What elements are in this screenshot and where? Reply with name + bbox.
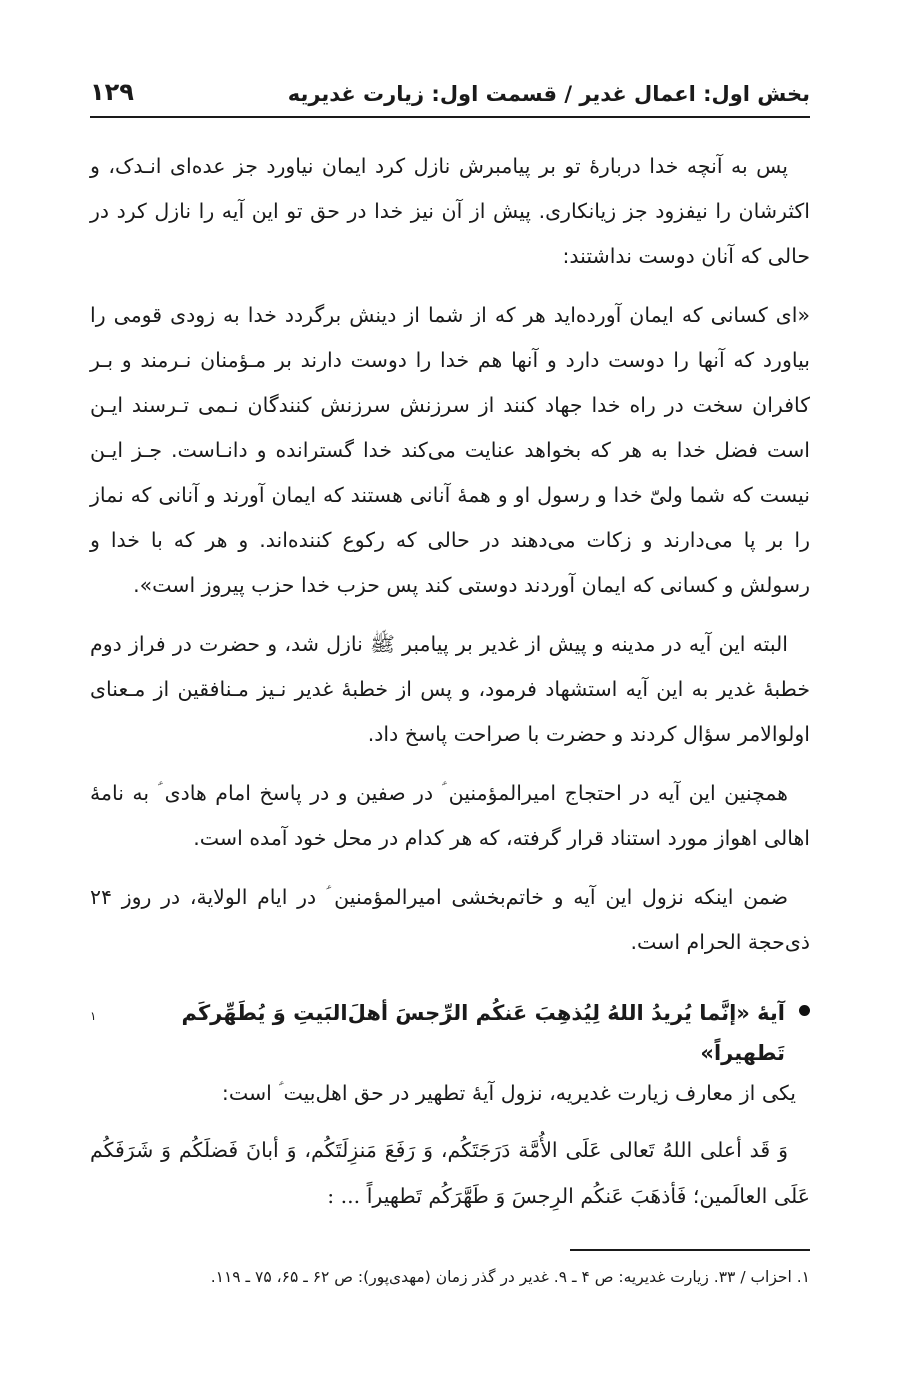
paragraph-2-quran-translation: «ای کسانی که ایمان آورده‌اید هر که از شما از دینش برگردد خدا به زودی قومی را بیاورد که آنها را دوست دارد و آنها هم خدا را دوست دارند بر مـؤمنان نـرمند و بـر کافران سخت در راه خدا جهاد کنند از سرزنش سرزنش کنندگان نـمی تـرسند ایـن است فضل خدا به هر که بخواهد عنایت می‌کند خدا گسترانده و دانـاست. جـز ایـن نیست که شما ولیّ خدا و رسول او و همهٔ آنانی هستند که ایمان آورند و آنانی که نماز را بر پا می‌دارند و زکات می‌دهند در حالی که رکوع کننده‌اند. و هر که با خدا و رسولش و کسانی که ایمان آوردند دوستی کند پس حزب خدا حزب پیروز است». [90, 303, 810, 597]
book-page [90, 70, 810, 1291]
header-title: بخش اول: اعمال غدیر / قسمت اول: زیارت غدیریه [287, 82, 810, 106]
section-heading-text: آیهٔ «إنَّما یُریدُ اللهُ لِیُذهِبَ عَنکُم الرِّجسَ أهلَ‌البَیتِ وَ یُطَهِّرکَم تَطهیراً» [181, 1001, 785, 1065]
running-header [90, 70, 810, 118]
footnote-divider [570, 1249, 810, 1251]
footnote-marker: ۱ [90, 1009, 97, 1023]
arabic-quote: وَ قَد أعلی اللهُ تَعالی عَلَی الأُمَّة دَرَجَتَکُم، وَ رَفَعَ مَنزِلَتَکُم، وَ أبانَ فَضلَکُم وَ شَرَفَکُم عَلَی العالَمین؛ فَأذهَبَ عَنکُم الرِجسَ وَ طَهَّرَکُم تَطهیراً ... : [90, 1138, 810, 1208]
page-number: ۱۲۹ [90, 78, 134, 106]
footnote-text: ۱. احزاب / ۳۳. زیارت غدیریه: ص ۴ ـ ۹. غدیر در گذر زمان (مهدی‌پور): ص ۶۲ ـ ۶۵، ۷۵ ـ ۱۱۹. [210, 1268, 810, 1286]
paragraph-1: پس به آنچه خدا دربارهٔ تو بر پیامبرش نازل کرد ایمان نیاورد جز عده‌ای انـدک، و اکثرشان را نیفزود جز زیانکاری. پیش از آن نیز خدا در حق تو این آیه را نازل کرد در حالی که آنان دوست نداشتند: [90, 154, 810, 268]
section-heading [90, 993, 810, 1073]
body-text [90, 144, 810, 965]
paragraph-3: البته این آیه در مدینه و پیش از غدیر بر پیامبر ﷺ نازل شد، و حضرت در فراز دوم خطبهٔ غدیر به این آیه استشهاد فرمود، و پس از خطبهٔ غدیر نـیز مـنافقین از مـعنای اولوالامر سؤال کردند و حضرت با صراحت پاسخ داد. [90, 632, 810, 746]
bullet-icon [799, 1005, 810, 1016]
paragraph-4: همچنین این آیه در احتجاج امیرالمؤمنین ؑ در صفین و در پاسخ امام هادی ؑ به نامهٔ اهالی اهواز مورد استناد قرار گرفته، که هر کدام در محل خود آمده است. [90, 781, 810, 850]
paragraph-5: ضمن اینکه نزول این آیه و خاتم‌بخشی امیرالمؤمنین ؑ در ایام الولایة، در روز ۲۴ ذی‌حجة الحرام است. [90, 885, 810, 954]
section-subline: یکی از معارف زیارت غدیریه، نزول آیهٔ تطهیر در حق اهل‌بیت ؑ است: [221, 1081, 796, 1105]
